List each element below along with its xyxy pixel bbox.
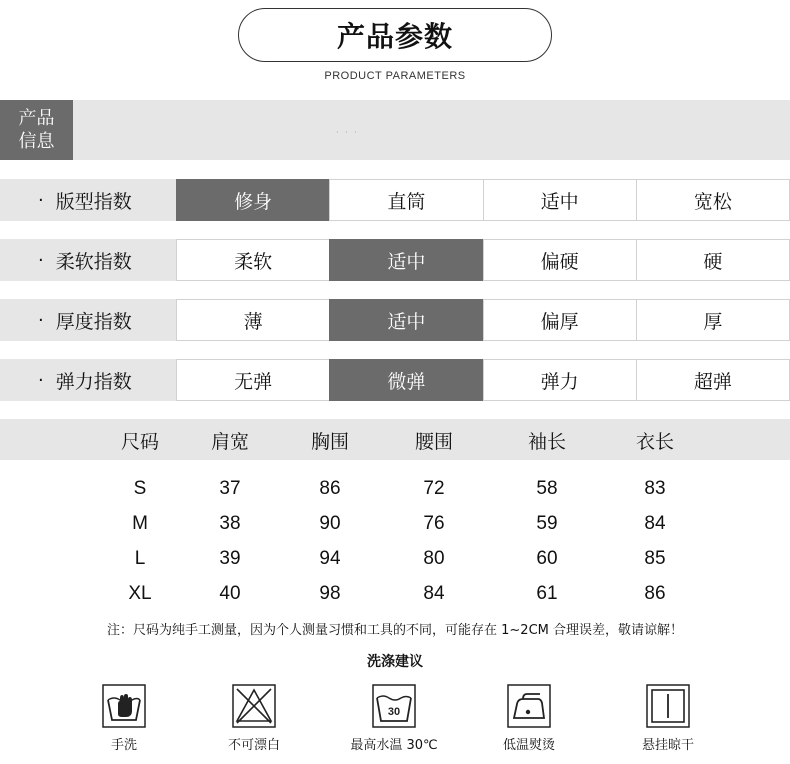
size-label-cell: M — [132, 513, 148, 534]
index-option-selected: 修身 — [176, 179, 330, 221]
size-value-cell: 85 — [644, 548, 666, 569]
size-value-cell: 40 — [219, 583, 241, 604]
size-table-header-cell: 肩宽 — [210, 431, 249, 453]
index-option: 弹力 — [483, 359, 637, 401]
size-value-cell: 72 — [423, 478, 445, 499]
product-info-label-line1: 产品 — [18, 108, 55, 129]
size-table-header-cell: 衣长 — [635, 431, 674, 453]
index-options — [176, 179, 790, 221]
index-option: 直筒 — [329, 179, 483, 221]
care-label-wash-30: 最高水温 30℃ — [350, 738, 438, 753]
wash-temp-text: 30 — [387, 706, 401, 718]
bullet-icon: · — [38, 249, 44, 271]
index-row-label — [0, 179, 176, 221]
size-value-cell: 39 — [219, 548, 241, 569]
index-option: 厚 — [636, 299, 790, 341]
low-iron-icon — [507, 684, 551, 728]
index-row-label — [0, 299, 176, 341]
index-row-label — [0, 239, 176, 281]
care-item-no-bleach — [199, 684, 309, 753]
index-option: 无弹 — [176, 359, 330, 401]
product-info-label-line2: 信息 — [18, 131, 55, 152]
index-option-selected: 微弹 — [329, 359, 483, 401]
size-value-cell: 58 — [536, 478, 558, 499]
size-label-cell: S — [133, 478, 147, 499]
size-value-cell: 76 — [423, 513, 445, 534]
index-option: 超弹 — [636, 359, 790, 401]
bullet-icon: · — [38, 309, 44, 331]
size-label-cell: XL — [128, 583, 152, 604]
care-item-low-iron — [474, 684, 584, 753]
index-name: 版型指数 — [55, 190, 132, 213]
index-row — [0, 359, 790, 401]
index-row — [0, 299, 790, 341]
size-value-cell: 84 — [423, 583, 445, 604]
size-value-cell: 83 — [644, 478, 666, 499]
size-value-cell: 94 — [319, 548, 341, 569]
size-value-cell: 80 — [423, 548, 445, 569]
care-label-no-bleach: 不可漂白 — [227, 738, 280, 753]
index-option: 偏硬 — [483, 239, 637, 281]
size-table-header-cell: 腰围 — [414, 431, 453, 453]
bullet-icon: · — [38, 189, 44, 211]
product-info-label — [0, 100, 73, 160]
index-row — [0, 179, 790, 221]
size-value-cell: 86 — [319, 478, 341, 499]
size-value-cell: 60 — [536, 548, 558, 569]
product-info-dots: · · · — [336, 128, 359, 137]
index-options — [176, 359, 790, 401]
page-title: 产品参数 — [238, 8, 552, 62]
hang-dry-icon — [646, 684, 690, 728]
index-option: 宽松 — [636, 179, 790, 221]
hand-wash-icon — [102, 684, 146, 728]
care-item-hand-wash — [69, 684, 179, 753]
size-table-header-cell: 袖长 — [527, 431, 566, 453]
index-row-label — [0, 359, 176, 401]
index-option: 适中 — [483, 179, 637, 221]
index-option: 硬 — [636, 239, 790, 281]
size-value-cell: 86 — [644, 583, 666, 604]
bullet-icon: · — [38, 369, 44, 391]
index-option: 薄 — [176, 299, 330, 341]
no-bleach-icon — [232, 684, 276, 728]
size-value-cell: 38 — [219, 513, 241, 534]
index-option-selected: 适中 — [329, 239, 483, 281]
page-subtitle: PRODUCT PARAMETERS — [324, 70, 466, 82]
wash-30-icon — [372, 684, 416, 728]
care-item-wash-30 — [339, 684, 449, 753]
size-value-cell: 90 — [319, 513, 341, 534]
size-table-header-cell: 胸围 — [310, 431, 349, 453]
care-label-hand-wash: 手洗 — [110, 738, 137, 753]
size-value-cell: 98 — [319, 583, 341, 604]
index-name: 厚度指数 — [55, 310, 132, 333]
measurement-note: 注：尺码为纯手工测量，因为个人测量习惯和工具的不同，可能存在 1~2CM 合理误差，敬请谅解！ — [107, 623, 683, 638]
index-options — [176, 239, 790, 281]
size-value-cell: 59 — [536, 513, 558, 534]
index-row — [0, 239, 790, 281]
index-options — [176, 299, 790, 341]
index-option-selected: 适中 — [329, 299, 483, 341]
size-value-cell: 84 — [644, 513, 666, 534]
size-value-cell: 37 — [219, 478, 241, 499]
index-option: 柔软 — [176, 239, 330, 281]
product-info-band — [0, 100, 790, 160]
care-label-low-iron: 低温熨烫 — [502, 738, 555, 753]
wash-title: 洗涤建议 — [367, 654, 423, 670]
care-label-hang-dry: 悬挂晾干 — [641, 738, 694, 753]
size-label-cell: L — [134, 548, 146, 569]
size-table-header-cell: 尺码 — [120, 431, 159, 453]
care-item-hang-dry — [613, 684, 723, 753]
index-name: 柔软指数 — [55, 250, 132, 273]
index-option: 偏厚 — [483, 299, 637, 341]
index-name: 弹力指数 — [55, 370, 132, 393]
size-value-cell: 61 — [536, 583, 558, 604]
